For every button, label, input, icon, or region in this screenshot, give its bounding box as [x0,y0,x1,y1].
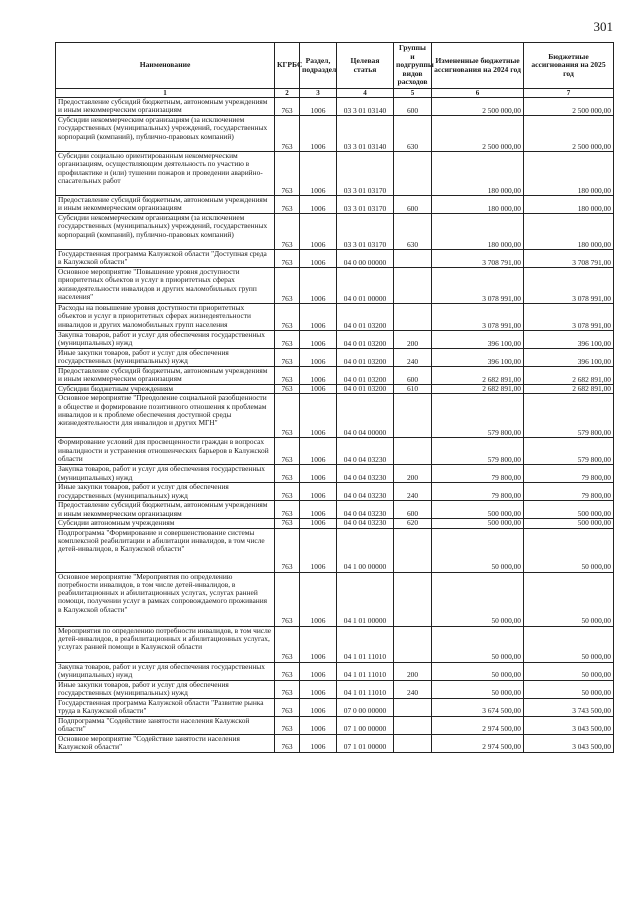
row-name: Предоставление субсидий бюджетным, автономным учреждениям и иным некоммерческим организациям [56,367,275,385]
row-amount-2024: 396 100,00 [432,331,524,349]
row-statya: 04 0 01 03200 [337,349,394,367]
row-vid: 600 [394,98,432,116]
row-statya: 04 1 01 00000 [337,572,394,626]
row-vid [394,250,432,268]
row-statya: 04 0 00 00000 [337,250,394,268]
row-razdel: 1006 [300,519,337,528]
table-row [56,349,614,367]
row-amount-2025: 50 000,00 [524,680,614,698]
row-statya: 04 1 00 00000 [337,528,394,572]
row-vid [394,698,432,716]
col-header-2024: Измененные бюджетные ассигнования на 2024 год [432,43,524,89]
row-razdel: 1006 [300,98,337,116]
row-amount-2024: 2 500 000,00 [432,98,524,116]
table-row [56,304,614,331]
row-statya: 04 0 04 03230 [337,438,394,465]
row-amount-2025: 3 708 791,00 [524,250,614,268]
row-amount-2025: 3 743 500,00 [524,698,614,716]
row-amount-2025: 180 000,00 [524,152,614,196]
row-kgrbs: 763 [275,501,300,519]
row-razdel: 1006 [300,501,337,519]
row-amount-2024: 79 800,00 [432,483,524,501]
row-amount-2025: 3 043 500,00 [524,716,614,734]
row-vid: 610 [394,385,432,394]
row-amount-2025: 2 500 000,00 [524,98,614,116]
row-name: Закупка товаров, работ и услуг для обеспечения государственных (муниципальных) нужд [56,331,275,349]
row-amount-2024: 3 078 991,00 [432,304,524,331]
row-name: Закупка товаров, работ и услуг для обеспечения государственных (муниципальных) нужд [56,465,275,483]
row-razdel: 1006 [300,250,337,268]
row-razdel: 1006 [300,438,337,465]
row-amount-2024: 579 800,00 [432,438,524,465]
row-amount-2025: 50 000,00 [524,528,614,572]
row-statya: 03 3 01 03170 [337,214,394,250]
row-amount-2024: 2 682 891,00 [432,385,524,394]
row-name: Субсидии некоммерческим организациям (за исключением государственных (муниципальных) учреждений, государственных корпораций (компаний), публично-правовых компаний) [56,116,275,152]
row-statya: 04 1 01 11010 [337,626,394,662]
row-amount-2024: 396 100,00 [432,349,524,367]
row-kgrbs: 763 [275,394,300,438]
row-kgrbs: 763 [275,438,300,465]
row-amount-2025: 579 800,00 [524,394,614,438]
row-kgrbs: 763 [275,483,300,501]
row-statya: 04 0 01 00000 [337,268,394,304]
row-kgrbs: 763 [275,698,300,716]
row-vid: 240 [394,349,432,367]
row-kgrbs: 763 [275,367,300,385]
row-vid [394,528,432,572]
row-razdel: 1006 [300,698,337,716]
row-kgrbs: 763 [275,152,300,196]
table-row [56,250,614,268]
row-razdel: 1006 [300,196,337,214]
row-vid: 240 [394,680,432,698]
row-amount-2024: 2 974 500,00 [432,716,524,734]
row-razdel: 1006 [300,734,337,752]
row-name: Иные закупки товаров, работ и услуг для обеспечения государственных (муниципальных) нужд [56,680,275,698]
col-number: 1 [56,89,275,98]
row-amount-2025: 3 043 500,00 [524,734,614,752]
row-vid: 200 [394,331,432,349]
row-kgrbs: 763 [275,680,300,698]
row-amount-2024: 3 708 791,00 [432,250,524,268]
row-vid [394,304,432,331]
row-amount-2024: 180 000,00 [432,214,524,250]
row-razdel: 1006 [300,331,337,349]
row-statya: 07 1 00 00000 [337,716,394,734]
row-razdel: 1006 [300,572,337,626]
row-kgrbs: 763 [275,196,300,214]
row-amount-2025: 3 078 991,00 [524,304,614,331]
row-statya: 04 1 01 11010 [337,680,394,698]
row-vid [394,438,432,465]
col-number: 5 [394,89,432,98]
row-amount-2025: 2 500 000,00 [524,116,614,152]
row-name: Подпрограмма "Формирование и совершенствование системы комплексной реабилитации и абилитации инвалидов, в том числе детей-инвалидов, в Калужской области" [56,528,275,572]
row-kgrbs: 763 [275,304,300,331]
row-statya: 04 1 01 11010 [337,662,394,680]
table-row [56,196,614,214]
row-amount-2025: 396 100,00 [524,349,614,367]
table-row [56,331,614,349]
row-amount-2025: 50 000,00 [524,662,614,680]
row-razdel: 1006 [300,680,337,698]
col-header-2025: Бюджетные ассигнования на 2025 год [524,43,614,89]
row-statya: 04 0 01 03200 [337,331,394,349]
row-razdel: 1006 [300,662,337,680]
page-number: 301 [593,19,613,34]
table-row [56,519,614,528]
row-name: Государственная программа Калужской области "Доступная среда в Калужской области" [56,250,275,268]
row-razdel: 1006 [300,385,337,394]
row-statya: 04 0 01 03200 [337,367,394,385]
row-vid [394,626,432,662]
col-header-kgrbs: КГРБС [275,43,300,89]
row-name: Государственная программа Калужской области "Развитие рынка труда в Калужской области" [56,698,275,716]
row-kgrbs: 763 [275,528,300,572]
row-statya: 04 0 01 03200 [337,304,394,331]
row-name: Основное мероприятие "Повышение уровня доступности приоритетных объектов и услуг в приоритетных сферах жизнедеятельности инвалидов и других маломобильных групп населения" [56,268,275,304]
row-amount-2025: 2 682 891,00 [524,367,614,385]
row-amount-2025: 50 000,00 [524,626,614,662]
table-row [56,716,614,734]
row-kgrbs: 763 [275,572,300,626]
row-name: Субсидии некоммерческим организациям (за исключением государственных (муниципальных) учреждений, государственных корпораций (компаний), публично-правовых компаний) [56,214,275,250]
table-body [56,98,614,753]
col-number: 4 [337,89,394,98]
col-header-statya: Целевая статья [337,43,394,89]
table-row [56,626,614,662]
row-vid [394,394,432,438]
row-name: Основное мероприятие "Мероприятия по определению потребности инвалидов, в том числе детей-инвалидов, в реабилитационных и абилитационных услугах, услугах ранней помощи, получении услуг в рамках сопровождаемого проживания в Калужской области" [56,572,275,626]
row-name: Иные закупки товаров, работ и услуг для обеспечения государственных (муниципальных) нужд [56,349,275,367]
row-amount-2024: 50 000,00 [432,528,524,572]
row-name: Формирование условий для просвещенности граждан в вопросах инвалидности и устранения отношенческих барьеров в Калужской области [56,438,275,465]
row-name: Мероприятия по определению потребности инвалидов, в том числе детей-инвалидов, в реабилитационных и абилитационных услугах, услугах ранней помощи в Калужской области [56,626,275,662]
row-vid: 620 [394,519,432,528]
row-statya: 03 3 01 03170 [337,152,394,196]
header-row [56,43,614,89]
row-statya: 04 0 04 03230 [337,501,394,519]
col-header-vid: Группы и подгруппы видов расходов [394,43,432,89]
row-kgrbs: 763 [275,331,300,349]
col-header-razdel: Раздел, подраздел [300,43,337,89]
row-razdel: 1006 [300,268,337,304]
row-amount-2025: 500 000,00 [524,501,614,519]
row-kgrbs: 763 [275,349,300,367]
row-kgrbs: 763 [275,268,300,304]
row-name: Субсидии социально ориентированным некоммерческим организациям, осуществляющим деятельность по участию в профилактике и (или) тушении пожаров и проведении аварийно-спасательных работ [56,152,275,196]
table-row [56,680,614,698]
row-razdel: 1006 [300,349,337,367]
table-row [56,483,614,501]
row-statya: 04 0 01 03200 [337,385,394,394]
row-razdel: 1006 [300,528,337,572]
row-name: Основное мероприятие "Содействие занятости населения Калужской области" [56,734,275,752]
row-vid: 200 [394,465,432,483]
row-amount-2024: 50 000,00 [432,626,524,662]
row-vid [394,572,432,626]
row-vid [394,268,432,304]
table-row [56,698,614,716]
row-amount-2024: 50 000,00 [432,662,524,680]
row-vid: 600 [394,501,432,519]
row-name: Предоставление субсидий бюджетным, автономным учреждениям и иным некоммерческим организациям [56,501,275,519]
row-statya: 04 0 04 03230 [337,465,394,483]
table-row [56,214,614,250]
row-kgrbs: 763 [275,385,300,394]
row-amount-2024: 2 682 891,00 [432,367,524,385]
row-kgrbs: 763 [275,716,300,734]
row-vid: 600 [394,196,432,214]
row-amount-2024: 500 000,00 [432,501,524,519]
row-amount-2025: 3 078 991,00 [524,268,614,304]
row-vid: 630 [394,116,432,152]
row-kgrbs: 763 [275,250,300,268]
row-name: Предоставление субсидий бюджетным, автономным учреждениям и иным некоммерческим организациям [56,196,275,214]
row-statya: 04 0 04 00000 [337,394,394,438]
row-amount-2025: 579 800,00 [524,438,614,465]
row-name: Подпрограмма "Содействие занятости населения Калужской области" [56,716,275,734]
row-amount-2025: 50 000,00 [524,572,614,626]
row-statya: 03 3 01 03170 [337,196,394,214]
row-amount-2024: 79 800,00 [432,465,524,483]
table-row [56,116,614,152]
row-kgrbs: 763 [275,214,300,250]
row-statya: 07 1 01 00000 [337,734,394,752]
row-statya: 04 0 04 03230 [337,483,394,501]
row-razdel: 1006 [300,116,337,152]
row-kgrbs: 763 [275,626,300,662]
row-razdel: 1006 [300,716,337,734]
row-amount-2024: 2 974 500,00 [432,734,524,752]
row-amount-2025: 180 000,00 [524,196,614,214]
row-kgrbs: 763 [275,98,300,116]
row-statya: 03 3 01 03140 [337,98,394,116]
row-amount-2025: 79 800,00 [524,465,614,483]
row-name: Предоставление субсидий бюджетным, автономным учреждениям и иным некоммерческим организациям [56,98,275,116]
row-vid: 240 [394,483,432,501]
row-razdel: 1006 [300,626,337,662]
table-row [56,268,614,304]
row-vid [394,152,432,196]
col-number: 3 [300,89,337,98]
row-name: Иные закупки товаров, работ и услуг для обеспечения государственных (муниципальных) нужд [56,483,275,501]
row-amount-2024: 579 800,00 [432,394,524,438]
row-amount-2024: 180 000,00 [432,152,524,196]
row-amount-2024: 50 000,00 [432,680,524,698]
row-name: Субсидии автономным учреждениям [56,519,275,528]
row-amount-2025: 396 100,00 [524,331,614,349]
table-row [56,734,614,752]
row-kgrbs: 763 [275,662,300,680]
row-razdel: 1006 [300,304,337,331]
row-amount-2024: 3 078 991,00 [432,268,524,304]
row-vid: 630 [394,214,432,250]
row-amount-2025: 79 800,00 [524,483,614,501]
col-number: 6 [432,89,524,98]
budget-table [55,42,614,753]
row-razdel: 1006 [300,465,337,483]
row-name: Субсидии бюджетным учреждениям [56,385,275,394]
table-row [56,98,614,116]
row-statya: 03 3 01 03140 [337,116,394,152]
row-kgrbs: 763 [275,734,300,752]
table-row [56,465,614,483]
col-number: 7 [524,89,614,98]
row-amount-2025: 180 000,00 [524,214,614,250]
row-amount-2024: 3 674 500,00 [432,698,524,716]
row-vid: 600 [394,367,432,385]
row-kgrbs: 763 [275,465,300,483]
row-amount-2024: 180 000,00 [432,196,524,214]
col-header-name: Наименование [56,43,275,89]
table-row [56,367,614,385]
row-vid: 200 [394,662,432,680]
row-amount-2024: 2 500 000,00 [432,116,524,152]
table-row [56,572,614,626]
row-razdel: 1006 [300,367,337,385]
col-number: 2 [275,89,300,98]
row-statya: 07 0 00 00000 [337,698,394,716]
table-row [56,438,614,465]
row-name: Закупка товаров, работ и услуг для обеспечения государственных (муниципальных) нужд [56,662,275,680]
row-vid [394,716,432,734]
row-amount-2024: 50 000,00 [432,572,524,626]
row-amount-2024: 500 000,00 [432,519,524,528]
row-razdel: 1006 [300,214,337,250]
table-row [56,152,614,196]
table-row [56,662,614,680]
table-row [56,528,614,572]
table-row [56,501,614,519]
row-name: Расходы на повышение уровня доступности приоритетных объектов и услуг в приоритетных сферах жизнедеятельности инвалидов и других маломобильных групп населения [56,304,275,331]
row-kgrbs: 763 [275,519,300,528]
row-razdel: 1006 [300,394,337,438]
row-kgrbs: 763 [275,116,300,152]
row-amount-2025: 500 000,00 [524,519,614,528]
row-vid [394,734,432,752]
row-razdel: 1006 [300,152,337,196]
table-row [56,394,614,438]
row-amount-2025: 2 682 891,00 [524,385,614,394]
row-statya: 04 0 04 03230 [337,519,394,528]
row-razdel: 1006 [300,483,337,501]
row-name: Основное мероприятие "Преодоление социальной разобщенности в обществе и формирование позитивного отношения к проблемам инвалидов и к проблеме обеспечения доступной среды жизнедеятельности для инвалидов и других МГН" [56,394,275,438]
